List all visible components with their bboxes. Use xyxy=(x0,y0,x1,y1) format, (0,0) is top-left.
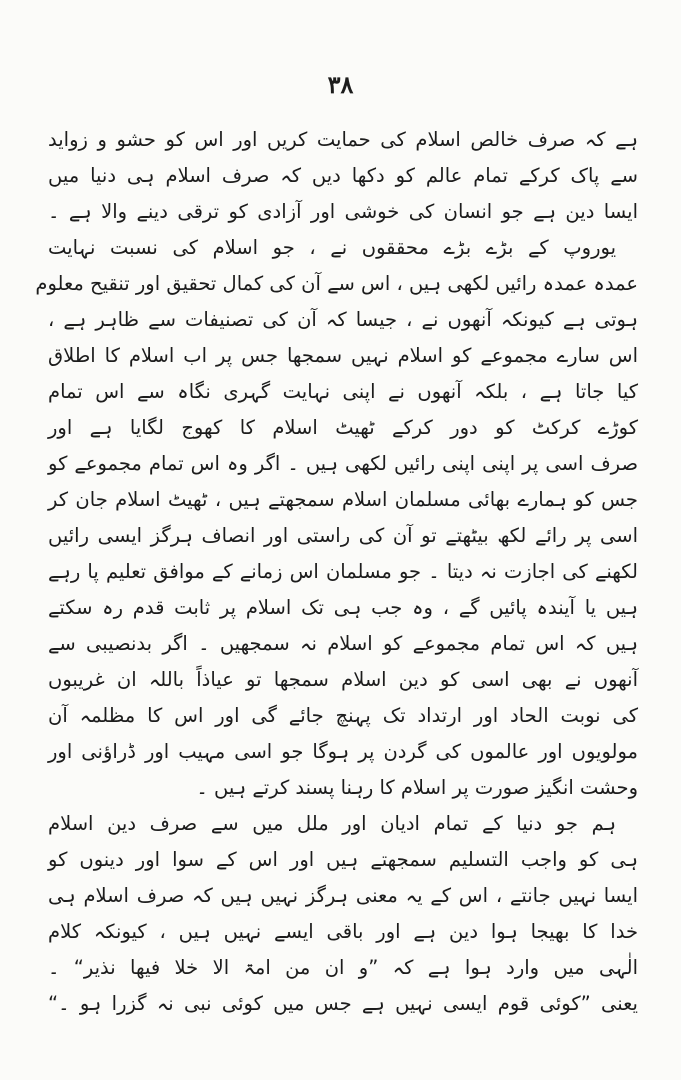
text-line: کی نوبت الحاد اور ارتداد تک پہنچ جائے گی اور اس کا مظلمہ آن xyxy=(48,704,638,727)
text-line: ایسا دین ہے جو انسان کی خوشی اور آزادی کو ترقی دینے والا ہے ۔ xyxy=(48,200,638,223)
text-line: وحشت انگیز صورت پر اسلام کا رہنا پسند کرتے ہیں ۔ xyxy=(196,776,638,799)
text-line: کوڑے کرکٹ کو دور کرکے ٹھیٹ اسلام کا کھوج لگایا ہے اور xyxy=(48,416,638,439)
text-line: جس کو ہمارے بھائی مسلمان اسلام سمجھتے ہیں ، ٹھیٹ اسلام جان کر xyxy=(48,488,638,511)
text-line: خدا کا بھیجا ہوا دین ہے اور باقی ایسے نہیں ہیں ، کیونکہ کلام xyxy=(48,920,638,943)
text-line: ہیں کہ اس تمام مجموعے کو اسلام نہ سمجھیں ۔ اگر بدنصیبی سے xyxy=(48,632,638,655)
text-line: مولویوں اور عالموں کی گردن پر ہوگا جو اسی مہیب اور ڈراؤنی اور xyxy=(48,740,638,763)
text-line: ایسا نہیں جانتے ، اس کے یہ معنی ہرگز نہیں ہیں کہ صرف اسلام ہی xyxy=(48,884,638,907)
text-line: اسی پر رائے لکھ بیٹھتے تو آن کی راستی اور انصاف ہرگز ایسی رائیں xyxy=(48,524,638,547)
text-line: ہوتی ہے کیونکہ آنھوں نے ، جیسا کہ آن کی تصنیفات سے ظاہر ہے ، xyxy=(48,308,638,331)
text-line: لکھنے کی اجازت نہ دیتا ۔ جو مسلمان اس زمانے کے موافق تعلیم پا رہے xyxy=(48,560,638,583)
text-line: سے پاک کرکے تمام عالم کو دکھا دیں کہ صرف اسلام ہی دنیا میں xyxy=(48,164,638,187)
text-line: یوروپ کے بڑے بڑے محققوں نے ، جو اسلام کی نسبت نہایت xyxy=(48,236,616,259)
text-line: ہم جو دنیا کے تمام ادیان اور ملل میں سے صرف دین اسلام xyxy=(48,812,616,835)
text-line: اس سارے مجموعے کو اسلام نہیں سمجھا جس پر اب اسلام کا اطلاق xyxy=(48,344,638,367)
text-line: عمدہ عمدہ رائیں لکھی ہیں ، اس سے آن کی کمال تحقیق اور تنقیح معلوم xyxy=(35,272,638,295)
text-line: الٰہی میں وارد ہوا ہے کہ ”و ان من امۃ الا خلا فیھا نذیر“ ۔ xyxy=(48,956,638,979)
text-line: آنھوں نے بھی اسی کو دین اسلام سمجھا تو عیاذاً باللہ ان غریبوں xyxy=(48,668,638,691)
text-line: ہے کہ صرف خالص اسلام کی حمایت کریں اور اس کو حشو و زواید xyxy=(48,128,638,151)
text-line: کیا جاتا ہے ، بلکہ آنھوں نے اپنی نہایت گہری نگاہ سے اس تمام xyxy=(48,380,638,403)
page-body-text xyxy=(35,122,638,1022)
text-line: صرف اسی پر اپنی اپنی رائیں لکھی ہیں ۔ اگر وہ اس تمام مجموعے کو xyxy=(48,452,638,475)
page-number: ۳۸ xyxy=(327,70,354,99)
text-line: یعنی ”کوئی قوم ایسی نہیں ہے جس میں کوئی نبی نہ گزرا ہو ۔“ xyxy=(48,992,638,1015)
text-line: ہیں یا آیندہ پائیں گے ، وہ جب ہی تک اسلام پر ثابت قدم رہ سکتے xyxy=(48,596,638,619)
text-line: ہی کو واجب التسلیم سمجھتے ہیں اور اس کے سوا اور دینوں کو xyxy=(48,848,638,871)
